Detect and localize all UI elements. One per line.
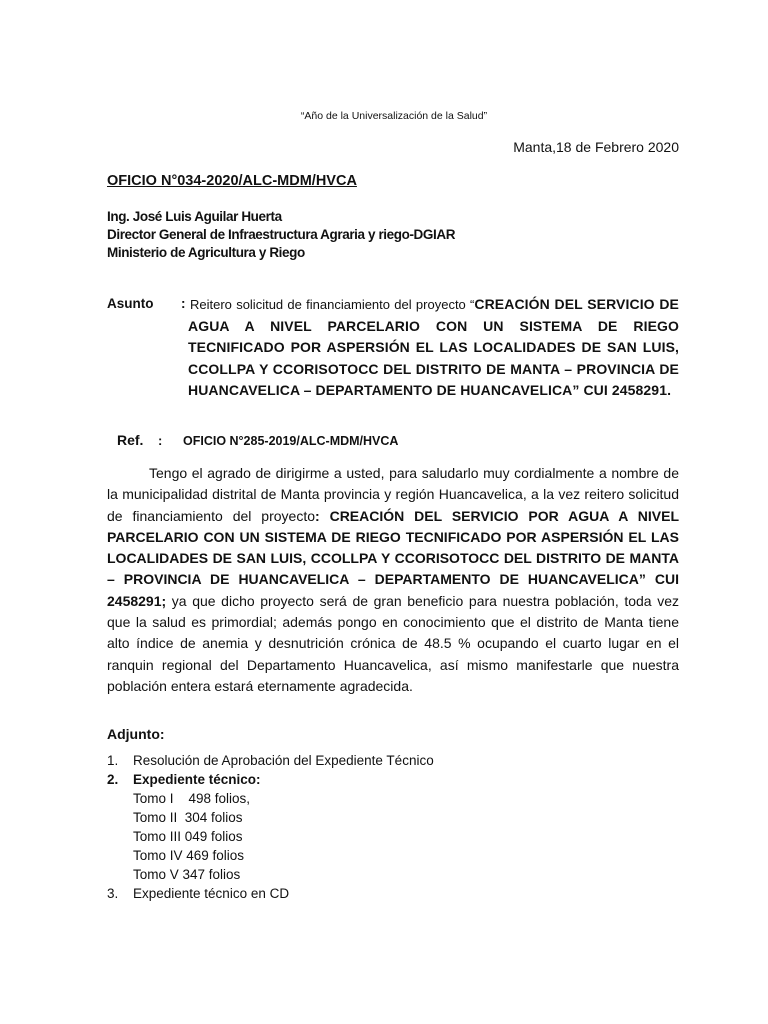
body-part-2: ya que dicho proyecto será de gran beneficio para nuestra población, toda vez que la salud es primordial; además pongo en conocimiento que el distrito de Manta tiene alto índice de anemia y desnutrición crónica de 48.5 % ocupando el cuarto lugar en el ranquin regional del Departamento Huancavelica, así mismo manifestarle que nuestra población entera estará eternamente agradecida. [107, 592, 679, 694]
tomo-item: Tomo IV 469 folios [133, 848, 245, 863]
adjunto-title: Adjunto: [107, 726, 165, 742]
list-item-text: Expediente técnico en CD [133, 886, 290, 901]
list-item-text: Expediente técnico: [133, 772, 261, 787]
oficio-number: OFICIO N°034-2020/ALC-MDM/HVCA [107, 173, 357, 189]
list-item-text: Resolución de Aprobación del Expediente Técnico [133, 753, 434, 768]
asunto-intro: Reitero solicitud de financiamiento del proyecto “ [190, 297, 475, 312]
tomo-item: Tomo V 347 folios [133, 867, 241, 882]
letter-date: Manta,18 de Febrero 2020 [513, 139, 679, 155]
tomo-item: Tomo III 049 folios [133, 829, 243, 844]
year-motto: “Año de la Universalización de la Salud” [300, 110, 488, 122]
recipient-ministry: Ministerio de Agricultura y Riego [107, 245, 305, 260]
asunto-project: CREACIÓN DEL SERVICIO DE AGUA A NIVEL PARCELARIO CON UN SISTEMA DE RIEGO TECNIFICADO POR ASPERSIÓN EL LAS LOCALIDADES DE SAN LUIS, CCOLLPA Y CCORISOTOCC DEL DISTRITO DE MANTA – PROVINCIA DE HUANCAVELICA – DEPARTAMENTO DE HUANCAVELICA” CUI 2458291. [188, 296, 679, 398]
ref-label: Ref. [117, 432, 144, 448]
recipient-block [107, 208, 455, 262]
ref-colon: : [158, 433, 163, 448]
attachment-list [107, 751, 667, 903]
tomo-item: Tomo I 498 folios, [133, 791, 251, 806]
list-item-number: 3. [107, 886, 119, 901]
tomo-item: Tomo II 304 folios [133, 810, 243, 825]
asunto-colon: : [181, 296, 186, 311]
body-project: : CREACIÓN DEL SERVICIO POR AGUA A NIVEL PARCELARIO CON UN SISTEMA DE RIEGO TECNIFICADO POR ASPERSIÓN EL LAS LOCALIDADES DE SAN LUIS, CCOLLPA Y CCORISOTOCC DEL DISTRITO DE MANTA – PROVINCIA DE HUANCAVELICA – DEPARTAMENTO DE HUANCAVELICA” CUI 2458291; [107, 507, 679, 609]
tomo-list [107, 789, 667, 884]
list-item [107, 884, 667, 903]
list-item [107, 770, 667, 789]
asunto-label: Asunto [107, 296, 154, 311]
list-item-number: 2. [107, 772, 119, 787]
list-item [107, 751, 667, 770]
ref-value: OFICIO N°285-2019/ALC-MDM/HVCA [183, 434, 399, 448]
body-part-1: Tengo el agrado de dirigirme a usted, para saludarlo muy cordialmente a nombre de la municipalidad distrital de Manta provincia y región Huancavelica, a la vez reitero solicitud de financiamiento del proyecto [107, 465, 679, 524]
body-paragraph [107, 463, 679, 697]
asunto-text [188, 294, 679, 402]
recipient-name: Ing. José Luis Aguilar Huerta [107, 209, 282, 224]
list-item-number: 1. [107, 753, 119, 768]
recipient-position: Director General de Infraestructura Agraria y riego-DGIAR [107, 227, 456, 242]
